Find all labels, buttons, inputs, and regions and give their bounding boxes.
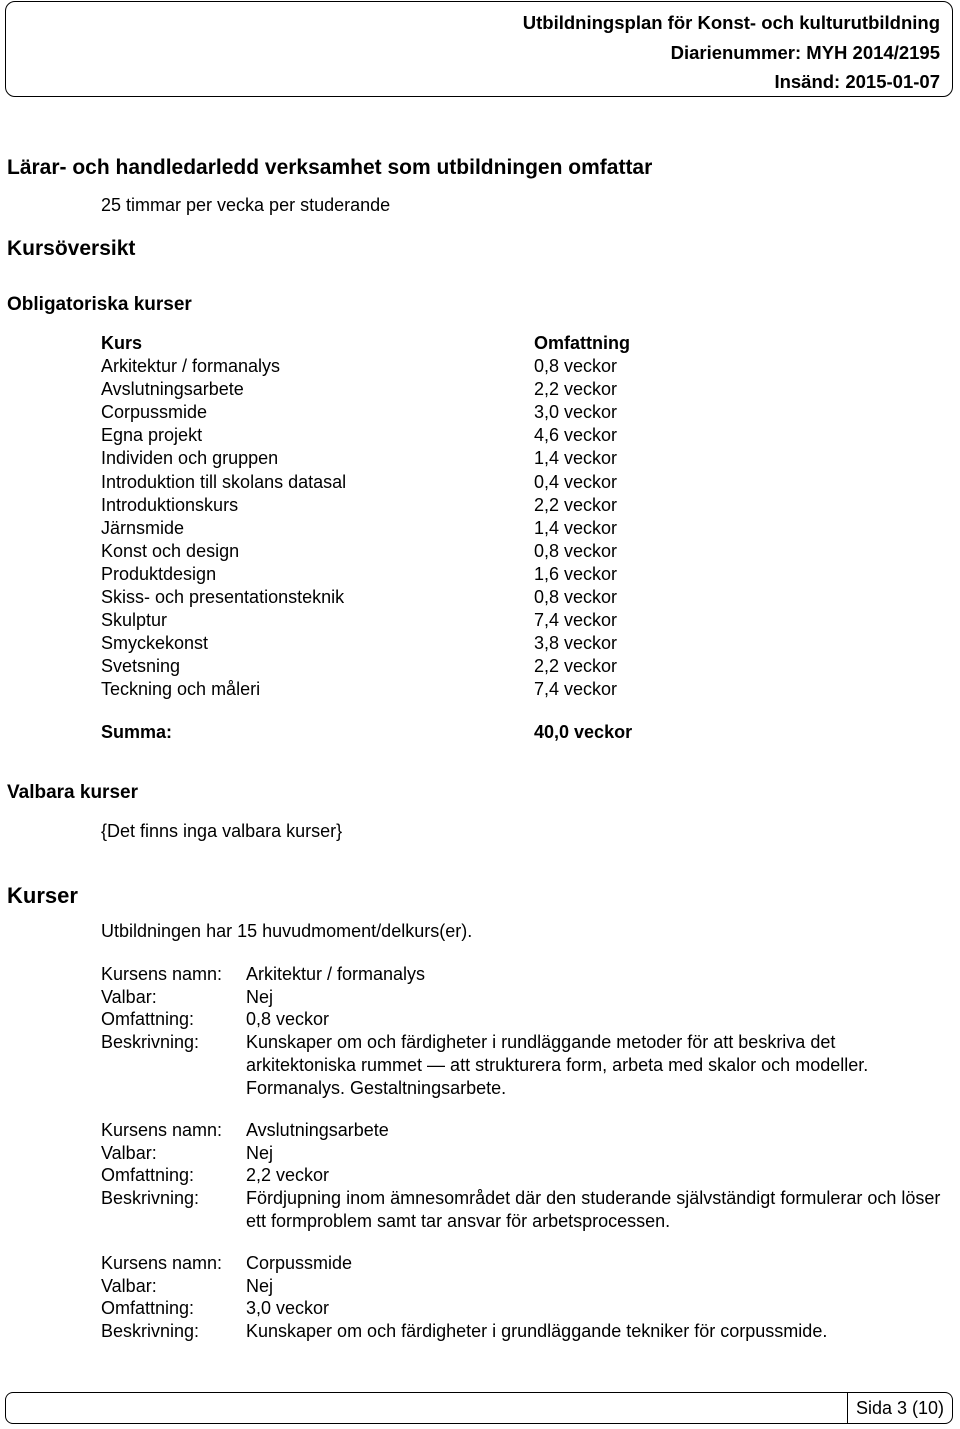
course-name: Produktdesign (101, 563, 217, 584)
course-detail (101, 1252, 946, 1343)
page-number: Sida 3 (10) (847, 1392, 952, 1424)
page-header (5, 1, 953, 97)
label-course-name: Kursens namn: (101, 1253, 223, 1273)
diarienummer: Diarienummer: MYH 2014/2195 (670, 42, 940, 63)
course-scope: 0,4 veckor (534, 471, 618, 492)
section-heading-kurser: Kurser (7, 883, 78, 908)
course-scope: 7,4 veckor (534, 679, 618, 700)
course-name-column (101, 332, 346, 702)
larar-text: 25 timmar per vecka per studerande (101, 195, 391, 215)
course-name: Corpussmide (101, 402, 208, 423)
course-scope-column (534, 332, 630, 702)
course-detail (101, 1119, 946, 1233)
course-scope: 1,4 veckor (534, 448, 618, 469)
valbara-text: {Det finns inga valbara kurser} (101, 821, 343, 841)
course-detail-beskrivning: Kunskaper om och färdigheter i rundläggande metoder för att beskriva det arkitektoniska rummet — att strukturera form, arbeta med skalor och modeller. Formanalys. Gestaltningsarbete. (246, 1032, 869, 1098)
course-detail-valbar: Nej (246, 1142, 274, 1163)
course-name: Avslutningsarbete (101, 379, 244, 400)
label-valbar: Valbar: (101, 1142, 157, 1163)
section-heading-larar: Lärar- och handledarledd verksamhet som utbildningen omfattar (7, 156, 653, 179)
label-beskrivning: Beskrivning: (101, 1188, 200, 1209)
label-beskrivning: Beskrivning: (101, 1032, 200, 1053)
course-scope: 3,0 veckor (534, 402, 618, 423)
course-name: Järnsmide (101, 517, 185, 538)
course-name: Arkitektur / formanalys (101, 356, 281, 377)
course-detail-beskrivning: Fördjupning inom ämnesområdet där den studerande självständigt formulerar och löser ett formproblem samt tar ansvar för arbetsprocessen. (246, 1188, 941, 1231)
course-scope: 3,8 veckor (534, 633, 618, 654)
course-name: Skiss- och presentationsteknik (101, 587, 345, 608)
label-omfattning: Omfattning: (101, 1009, 195, 1030)
course-name: Smyckekonst (101, 633, 209, 654)
course-name: Konst och design (101, 540, 240, 561)
course-scope: 2,2 veckor (534, 494, 618, 515)
summa-value: 40,0 veckor (534, 722, 633, 742)
section-heading-obligatoriska: Obligatoriska kurser (7, 294, 192, 315)
insand-date: Insänd: 2015-01-07 (774, 71, 940, 92)
course-name: Svetsning (101, 656, 181, 677)
summa-label: Summa: (101, 722, 173, 742)
course-scope: 2,2 veckor (534, 379, 618, 400)
course-detail-name: Corpussmide (246, 1253, 353, 1273)
kurser-intro: Utbildningen har 15 huvudmoment/delkurs(er). (101, 921, 473, 941)
page-footer (5, 1392, 953, 1424)
course-scope: 1,6 veckor (534, 563, 618, 584)
course-scope: 0,8 veckor (534, 540, 618, 561)
label-valbar: Valbar: (101, 986, 157, 1007)
label-course-name: Kursens namn: (101, 1120, 223, 1140)
course-name: Introduktionskurs (101, 494, 239, 515)
course-scope: 1,4 veckor (534, 517, 618, 538)
course-detail-name: Arkitektur / formanalys (246, 964, 426, 984)
course-name: Egna projekt (101, 425, 203, 446)
course-scope: 2,2 veckor (534, 656, 618, 677)
label-omfattning: Omfattning: (101, 1165, 195, 1186)
course-name: Introduktion till skolans datasal (101, 471, 347, 492)
document-title: Utbildningsplan för Konst- och kulturutbildning (522, 12, 940, 33)
course-detail (101, 963, 946, 1099)
label-course-name: Kursens namn: (101, 964, 223, 984)
column-header-omfattning: Omfattning (534, 333, 630, 353)
course-detail-beskrivning: Kunskaper om och färdigheter i grundläggande tekniker för corpussmide. (246, 1321, 828, 1342)
course-name: Skulptur (101, 610, 168, 631)
label-valbar: Valbar: (101, 1275, 157, 1296)
course-scope: 0,8 veckor (534, 356, 618, 377)
course-scope: 0,8 veckor (534, 587, 618, 608)
label-beskrivning: Beskrivning: (101, 1321, 200, 1342)
course-scope: 7,4 veckor (534, 610, 618, 631)
course-detail-omfattning: 0,8 veckor (246, 1009, 330, 1030)
course-detail-valbar: Nej (246, 1275, 274, 1296)
course-detail-omfattning: 2,2 veckor (246, 1165, 330, 1186)
column-header-kurs: Kurs (101, 333, 143, 353)
section-heading-valbara: Valbara kurser (7, 782, 138, 803)
course-name: Teckning och måleri (101, 679, 261, 700)
course-detail-omfattning: 3,0 veckor (246, 1298, 330, 1319)
label-omfattning: Omfattning: (101, 1298, 195, 1319)
course-name: Individen och gruppen (101, 448, 279, 469)
course-detail-valbar: Nej (246, 986, 274, 1007)
course-detail-name: Avslutningsarbete (246, 1120, 389, 1140)
course-scope: 4,6 veckor (534, 425, 618, 446)
section-heading-kursoversikt: Kursöversikt (7, 237, 136, 260)
